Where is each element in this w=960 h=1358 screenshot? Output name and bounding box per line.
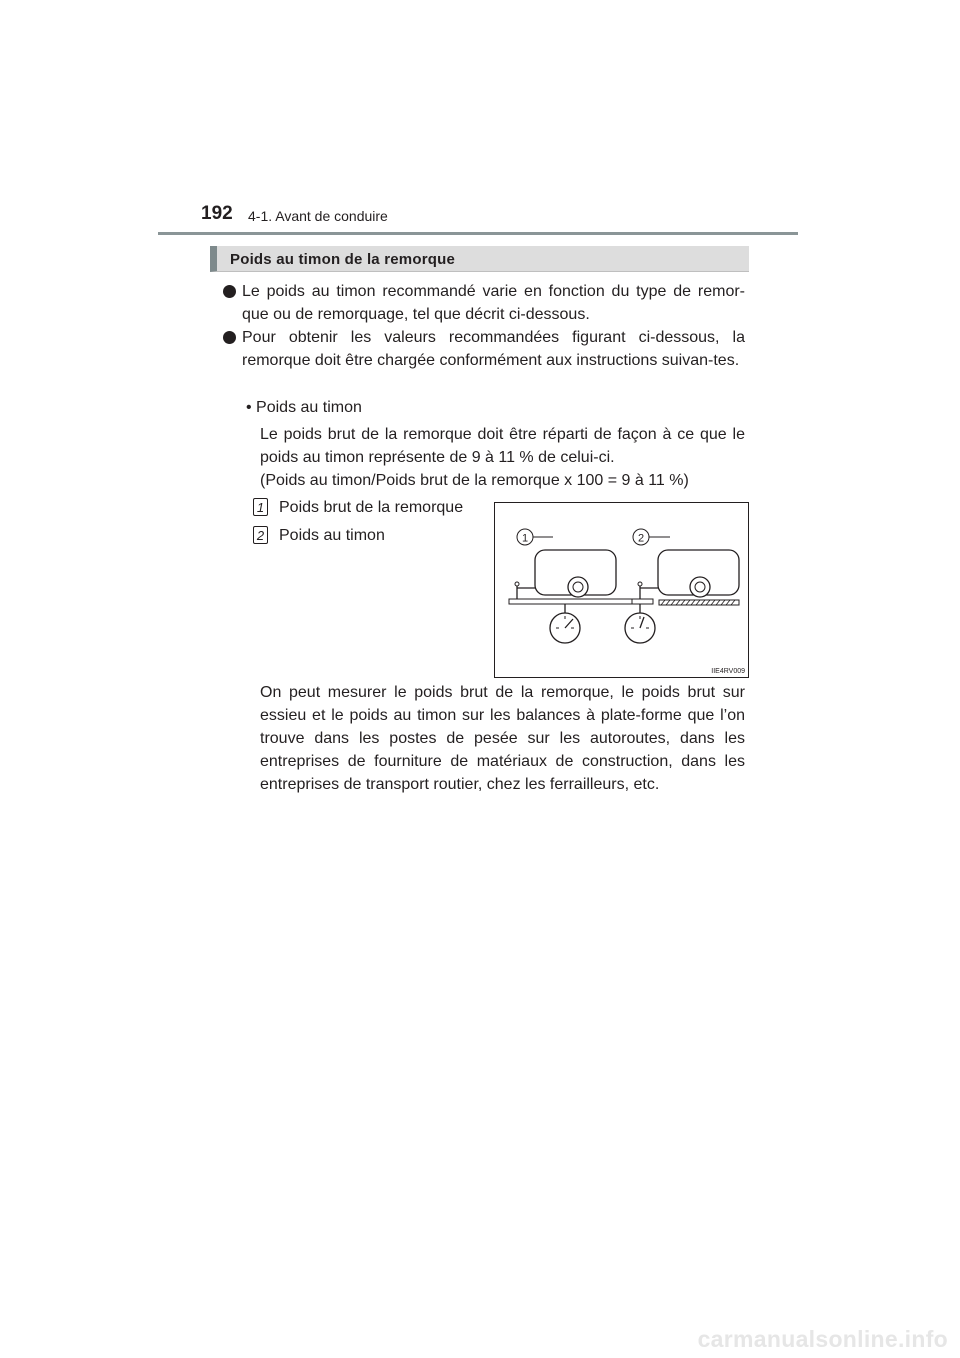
figure-code: IIE4RV009	[711, 668, 745, 675]
page-number: 192	[201, 203, 233, 224]
trailer-weighing-illustration	[495, 503, 748, 677]
section-reference: 4-1. Avant de conduire	[248, 208, 388, 224]
legend-item-text: Poids au timon	[279, 527, 385, 544]
bullet-dot-icon	[223, 285, 236, 298]
bullet-paragraph: Le poids au timon recommandé varie en fonction du type de remor-que ou de remorquage, tel que décrit ci-dessous.	[242, 283, 745, 323]
trailer-weighing-figure	[494, 502, 749, 678]
callout-1-label: 1	[521, 532, 529, 545]
site-watermark: carmanualsonline.info	[697, 1326, 948, 1352]
section-title-bar	[210, 246, 749, 272]
bullet-dot-icon	[223, 331, 236, 344]
legend-number-badge: 1	[253, 498, 268, 516]
closing-paragraph: On peut mesurer le poids brut de la remorque, le poids brut sur essieu et le poids au timon sur les balances à plate-forme que l’on trouve dans les postes de pesée sur les autoroutes, dans les entreprises de fourniture de matériaux de construction, dans les entreprises de transport routier, chez les ferrailleurs, etc.	[260, 684, 745, 793]
callout-2-label: 2	[637, 532, 645, 545]
section-title: Poids au timon de la remorque	[230, 251, 456, 268]
legend-number-badge: 2	[253, 526, 268, 544]
sub-item-formula: (Poids au timon/Poids brut de la remorque x 100 = 9 à 11 %)	[260, 472, 689, 489]
header-divider	[158, 232, 798, 235]
right-trailer-icon	[625, 550, 739, 643]
bullet-paragraph: Pour obtenir les valeurs recommandées figurant ci-dessous, la remorque doit être chargée conformément aux instructions suivan-tes.	[242, 329, 745, 369]
sub-item-label: • Poids au timon	[246, 399, 362, 416]
legend-item-text: Poids brut de la remorque	[279, 499, 464, 516]
sub-item-body: Le poids brut de la remorque doit être réparti de façon à ce que le poids au timon représente de 9 à 11 % de celui-ci.	[260, 426, 745, 466]
